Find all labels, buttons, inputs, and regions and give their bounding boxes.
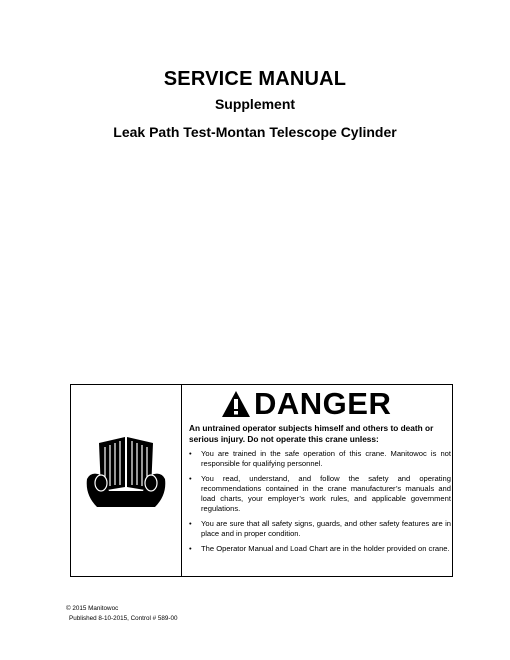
document-subtitle: Supplement xyxy=(214,96,296,112)
list-item xyxy=(189,544,451,554)
bullet-marker: • xyxy=(189,544,192,553)
bullet-text: The Operator Manual and Load Chart are in the holder provided on crane. xyxy=(201,544,450,553)
danger-header xyxy=(221,387,391,421)
bullet-text: You are sure that all safety signs, guards, and other safety features are in place and in proper condition. xyxy=(201,519,451,538)
danger-signal-word: DANGER xyxy=(254,386,392,421)
publication-info: Published 8-10-2015, Control # 589-00 xyxy=(69,615,178,622)
pictogram-cell xyxy=(71,385,182,576)
list-item xyxy=(189,519,451,539)
copyright-notice: © 2015 Manitowoc xyxy=(66,605,119,612)
document-title: SERVICE MANUAL xyxy=(163,68,347,90)
list-item xyxy=(189,449,451,469)
bullet-marker: • xyxy=(189,449,192,458)
bullet-marker: • xyxy=(189,474,192,483)
danger-safety-box xyxy=(70,384,453,577)
danger-text-cell xyxy=(183,385,452,576)
warning-triangle-icon xyxy=(221,390,251,418)
list-item xyxy=(189,474,451,514)
document-name: Leak Path Test-Montan Telescope Cylinder xyxy=(113,124,397,140)
danger-warning-text: An untrained operator subjects himself and others to death or serious injury. Do not operate this crane unless: xyxy=(189,423,434,444)
operator-reading-manual-icon xyxy=(81,435,171,515)
danger-bullet-list xyxy=(189,449,451,559)
bullet-text: You read, understand, and follow the safety and operating recommendations contained in the crane manufacturer’s manuals and load charts, your employer’s work rules, and applicable government regulations. xyxy=(201,474,451,513)
bullet-text: You are trained in the safe operation of this crane. Manitowoc is not responsible for qualifying personnel. xyxy=(201,449,451,468)
bullet-marker: • xyxy=(189,519,192,528)
